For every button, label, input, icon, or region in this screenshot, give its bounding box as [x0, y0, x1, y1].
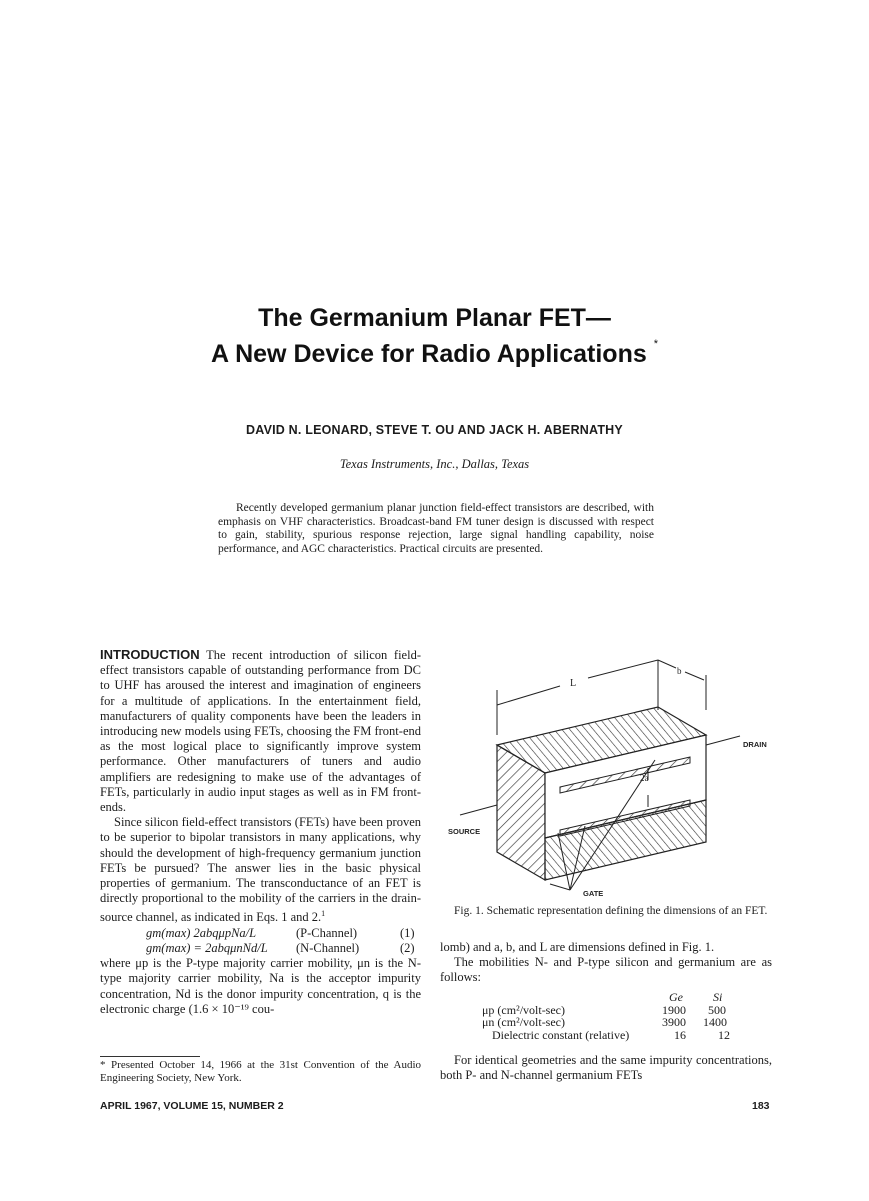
- table-row: [440, 1029, 772, 1042]
- footnote: * Presented October 14, 1966 at the 31st Convention of the Audio Engineering Society, New York.: [100, 1059, 421, 1084]
- dimension-line-L-left: [497, 686, 560, 705]
- authors: DAVID N. LEONARD, STEVE T. OU AND JACK H. ABERNATHY: [246, 423, 623, 437]
- equation-2-number: (2): [400, 941, 415, 955]
- table-header-ge: Ge: [669, 990, 683, 1004]
- right-paragraph-1: lomb) and a, b, and L are dimensions defined in Fig. 1.: [440, 940, 715, 954]
- abstract: Recently developed germanium planar junction field-effect transistors are described, with emphasis on VHF characteristics. Broadcast-band FM tuner design is discussed with respect to gain, stability, spurious response rejection, large signal handling capability, noise performance, and AGC characteristics. Practical circuits are presented.: [218, 502, 654, 555]
- footnote-rule: [100, 1056, 200, 1057]
- table-cell-si: 12: [718, 1027, 730, 1042]
- equation-1-number: (1): [400, 925, 415, 940]
- equation-2-type: (N-Channel): [296, 941, 360, 955]
- fet-schematic-figure: [440, 650, 780, 900]
- section-heading: INTRODUCTION: [100, 647, 200, 662]
- right-column: [440, 940, 772, 986]
- table-header-row: [440, 991, 772, 1004]
- label-drain: DRAIN: [743, 740, 767, 749]
- title-line-1: The Germanium Planar FET—: [258, 304, 611, 332]
- title-line-2: A New Device for Radio Applications *: [211, 338, 658, 368]
- label-gate: GATE: [583, 889, 604, 898]
- table-header-si: Si: [713, 990, 723, 1004]
- journal-issue-footer: APRIL 1967, VOLUME 15, NUMBER 2: [100, 1100, 284, 1112]
- label-b: b: [677, 666, 682, 676]
- label-2a: 2a: [640, 773, 649, 783]
- left-column: [100, 647, 421, 1017]
- equation-1: [100, 926, 421, 941]
- mobility-table: [440, 991, 772, 1041]
- right-paragraph-3: For identical geometries and the same impurity concentrations, both P- and N-channel germanium FETs: [440, 1053, 772, 1083]
- table-cell-si: 1400: [703, 1015, 727, 1029]
- table-cell-si: 500: [708, 1002, 726, 1017]
- equation-2: [100, 941, 421, 956]
- equation-1-expr: gm(max) 2abqμpNa/L: [146, 925, 257, 940]
- title-footnote-marker: *: [653, 338, 658, 350]
- gate-leader-base: [550, 884, 570, 890]
- dimension-line-b: [658, 660, 676, 668]
- label-source: SOURCE: [448, 827, 481, 836]
- intro-paragraph: [100, 647, 421, 815]
- reference-marker: 1: [321, 909, 326, 919]
- equation-2-expr: gm(max) = 2abqμnNd/L: [146, 941, 268, 955]
- affiliation: Texas Instruments, Inc., Dallas, Texas: [339, 457, 530, 471]
- table-cell-ge: 1900: [662, 1002, 686, 1017]
- table-row-label: μp (cm²/volt-sec): [482, 1002, 566, 1017]
- dimension-line-L-right: [588, 660, 658, 678]
- table-row: [440, 1016, 772, 1029]
- paragraph-3: where μp is the P-type majority carrier mobility, μn is the N-type majority carrier mobility, Na is the acceptor impurity concentration, Nd is the donor impurity concentration, q is the electronic charge (1.6 × 10⁻¹⁹ cou-: [100, 956, 421, 1016]
- intro-text: The recent introduction of silicon field-effect transistors capable of outstanding performance from DC to UHF has aroused the interest and imagination of engineers for a multitude of applications. In the entertainment field, manufacturers of quality components have been the leaders in introducing new models using FETs, choosing the FM front-end as the most logical place to significantly improve system performance. Other manufacturers of tuners and audio amplifiers are redesigning to make use of the advantages of FETs, particularly in audio input stages as well as in FM front-ends.: [100, 648, 421, 815]
- dimension-line-b-right: [685, 672, 704, 680]
- table-cell-ge: 3900: [662, 1015, 686, 1029]
- figure-caption: Fig. 1. Schematic representation defining the dimensions of an FET.: [454, 905, 768, 917]
- drain-axis-line: [706, 736, 740, 745]
- label-L: L: [570, 678, 577, 689]
- table-row-label: μn (cm²/volt-sec): [482, 1015, 566, 1029]
- page-number: 183: [752, 1100, 770, 1112]
- source-axis-line: [460, 805, 497, 815]
- table-row-label: Dielectric constant (relative): [492, 1027, 630, 1042]
- paragraph-2-text: Since silicon field-effect transistors (FETs) have been proven to be superior to bipolar transistors in many applications, why should the development of high-frequency germanium junction FETs be pursued? The answer lies in the basic physical properties of germanium. The transconductance of an FET is directly proportional to the mobility of the carriers in the drain-source channel, as indicated in Eqs. 1 and 2.: [100, 815, 421, 925]
- right-paragraph-2: The mobilities N- and P-type silicon and germanium are as follows:: [440, 955, 772, 985]
- right-column-continued: [440, 1053, 772, 1083]
- equation-1-type: (P-Channel): [296, 925, 358, 940]
- paragraph-2: [100, 815, 421, 926]
- table-cell-ge: 16: [674, 1027, 686, 1042]
